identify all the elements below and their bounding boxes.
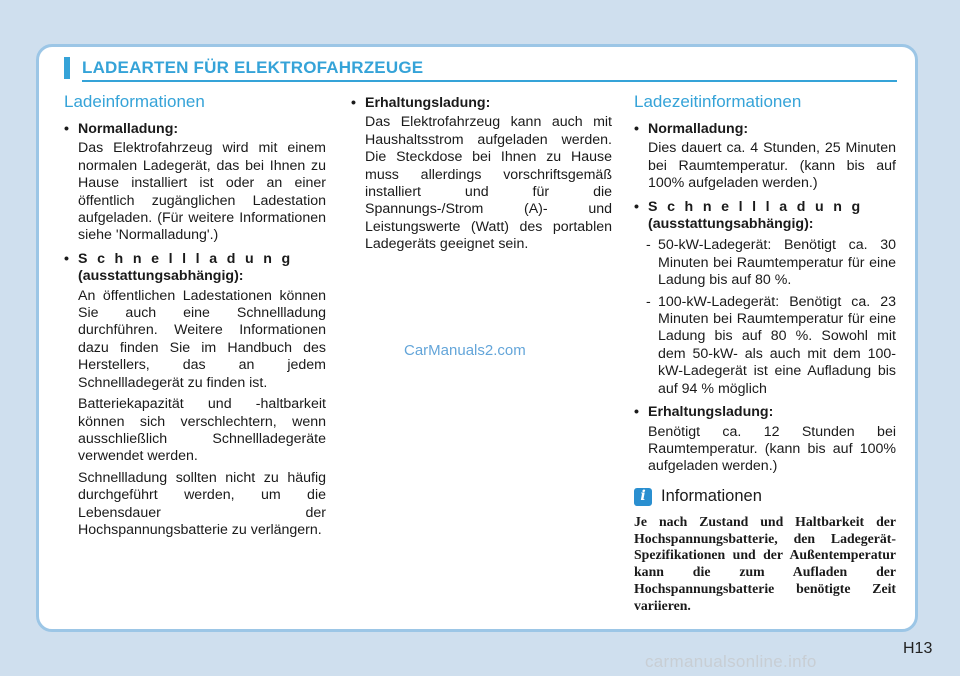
bullet-schnellladung-zeit <box>634 199 896 234</box>
dash-item-50kw: - 50-kW-Ladegerät: Benötigt ca. 30 Minuten bei Raumtemperatur für eine Ladung bis auf 80 %. <box>634 237 896 289</box>
text-normalladung: Das Elektrofahrzeug wird mit einem normalen Ladegerät, das bei Ihnen zu Hause installiert ist oder an einer öffentlich zugänglichen Ladestation aufgeladen. (Für weitere Informationen siehe 'Normalladung'.) <box>78 140 326 244</box>
title-accent <box>64 57 70 79</box>
text-erhaltungsladung-zeit: Benötigt ca. 12 Stunden bei Raumtemperatur. (kann bis auf 100% aufgeladen werden.) <box>648 423 896 475</box>
bullet-schnellladung-zeit-note: (ausstattungsabhängig): <box>648 216 814 233</box>
bullet-normalladung: • Normalladung: <box>64 121 326 138</box>
info-icon: i <box>634 488 652 506</box>
bullet-schnellladung-zeit-label: • Schnellladung <box>648 198 870 215</box>
bullet-erhaltungsladung-zeit: • Erhaltungsladung: <box>634 404 896 421</box>
bullet-schnellladung <box>64 251 326 286</box>
info-title: Informationen <box>661 487 762 506</box>
text-schnellladung-3: Schnellladung sollten nicht zu häufig durchgeführt werden, um die Lebensdauer der Hochspannungsbatterie zu verlängern. <box>78 469 326 538</box>
column-right <box>634 92 896 615</box>
column-middle <box>351 95 612 254</box>
bullet-schnellladung-note: (ausstattungsabhängig): <box>78 268 244 285</box>
bullet-normalladung-zeit: • Normalladung: <box>634 121 896 138</box>
text-normalladung-zeit: Dies dauert ca. 4 Stunden, 25 Minuten bei Raumtemperatur. (kann bis auf 100% aufgeladen werden.) <box>648 140 896 192</box>
section-title-bar <box>64 57 897 79</box>
text-schnellladung-1: An öffentlichen Ladestationen können Sie auch eine Schnellladung durchführen. Weitere Informationen dazu finden Sie im Handbuch des Herstellers, das an jedem Schnellladegerät zu finden ist. <box>78 287 326 391</box>
column-left <box>64 92 326 539</box>
heading-ladeinformationen: Ladeinformationen <box>64 92 205 111</box>
bullet-erhaltungsladung: • Erhaltungsladung: <box>351 95 612 112</box>
watermark-carmanuals2: CarManuals2.com <box>404 342 526 359</box>
info-box-header <box>634 488 896 506</box>
heading-ladezeitinformationen: Ladezeitinformationen <box>634 92 802 111</box>
text-schnellladung-2: Batteriekapazität und -haltbarkeit können sich verschlechtern, wenn ausschließlich Schnellladegeräte verwendet werden. <box>78 396 326 465</box>
info-text: Je nach Zustand und Haltbarkeit der Hochspannungsbatterie, den Ladegerät-Spezifikationen und der Außentemperatur kann die zum Aufladen der Hochspannungsbatterie benötigte Zeit variieren. <box>634 513 896 613</box>
title-rule <box>82 80 897 82</box>
dash-item-100kw: - 100-kW-Ladegerät: Benötigt ca. 23 Minuten bei Raumtemperatur für eine Ladung bis auf 80 %. Sowohl mit dem 50-kW- als auch mit dem 100-kW-Ladegerät ist eine Aufladung bis auf 94 % möglich <box>634 294 896 398</box>
text-erhaltungsladung: Das Elektrofahrzeug kann auch mit Haushaltsstrom aufgeladen werden. Die Steckdose bei Ihnen zu Hause muss allerdings vorschriftsgemäß installiert und für die Spannungs-/Strom (A)- und Leistungswerte (Watt) des portablen Ladegeräts geeignet sein. <box>365 114 612 253</box>
page-number: H13 <box>903 640 933 657</box>
section-title: LADEARTEN FÜR ELEKTROFAHRZEUGE <box>82 58 424 77</box>
footer-watermark: carmanualsonline.info <box>645 652 817 671</box>
bullet-schnellladung-label: • Schnellladung <box>78 250 300 267</box>
